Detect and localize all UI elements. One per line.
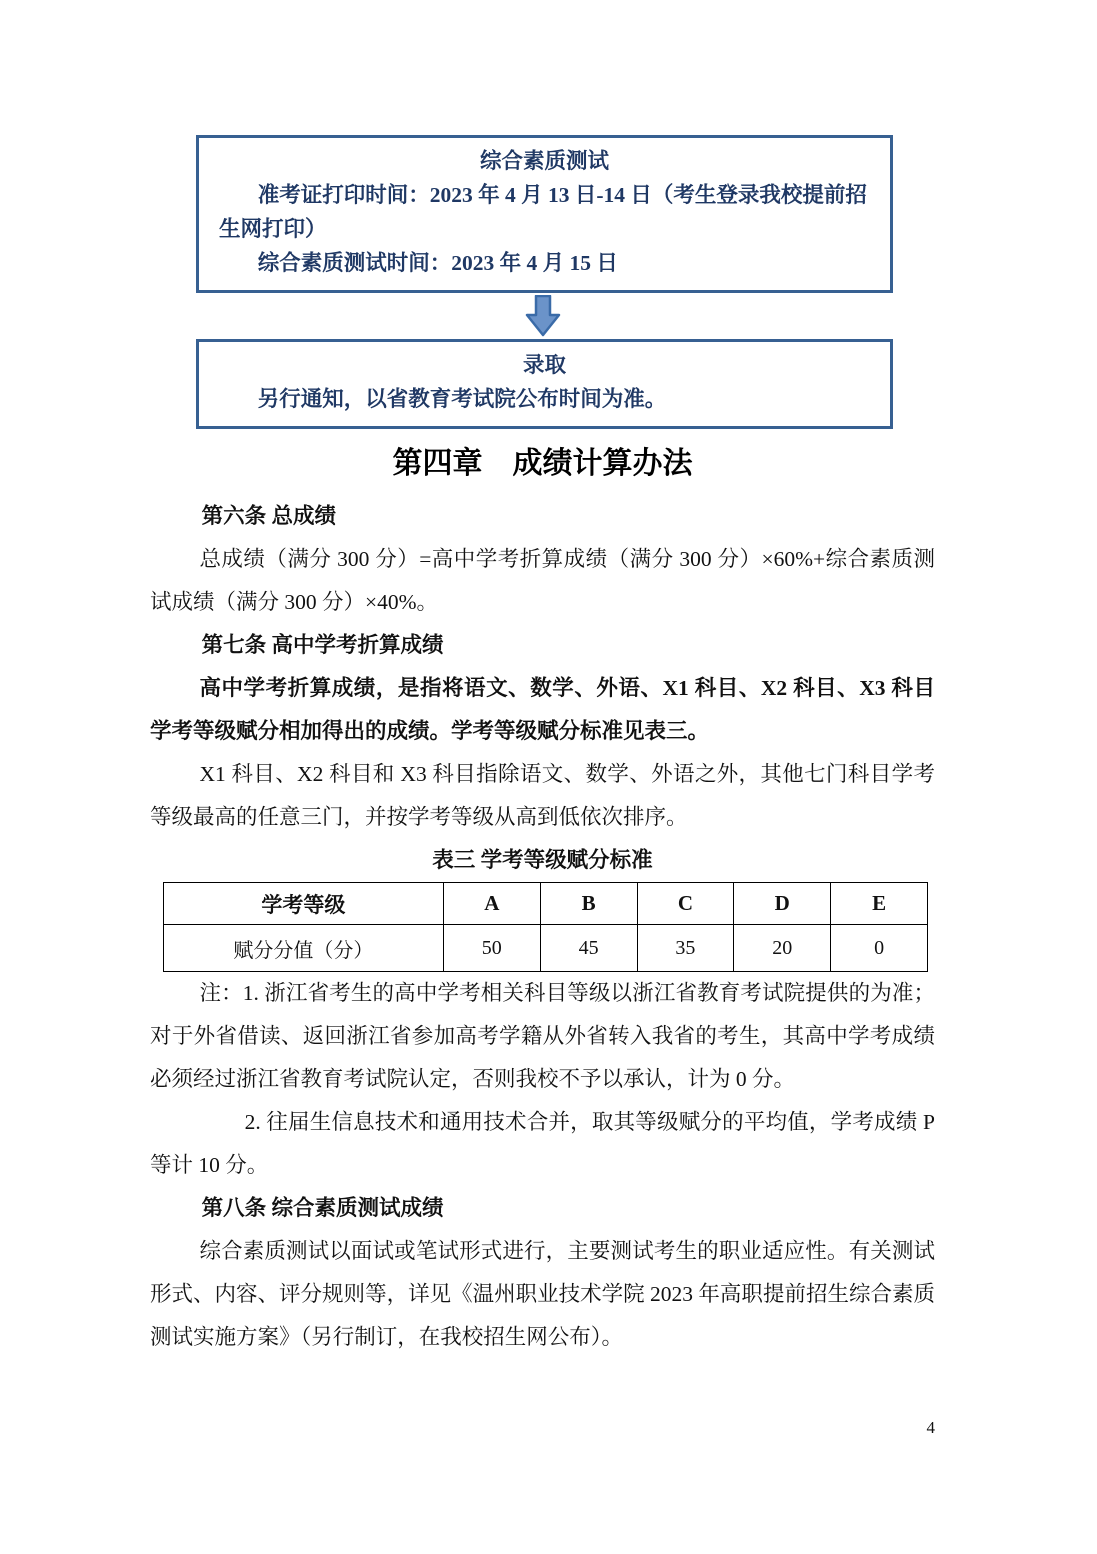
table-row	[164, 925, 928, 972]
page-number: 4	[926, 1418, 935, 1437]
header-cell-c: C	[637, 883, 734, 925]
chapter-title: 第四章 成绩计算办法	[392, 447, 693, 480]
article7-paragraph2: X1 科目、X2 科目和 X3 科目指除语文、数学、外语之外，其他七门科目学考等级最高的任意三门，并按学考等级从高到低依次排序。	[150, 762, 935, 829]
table-header-row	[164, 883, 928, 925]
test-box-title: 综合素质测试	[479, 149, 609, 173]
test-schedule-box	[196, 135, 893, 293]
article8-paragraph: 综合素质测试以面试或笔试形式进行，主要测试考生的职业适应性。有关测试形式、内容、评分规则等，详见《温州职业技术学院 2023 年高职提前招生综合素质测试实施方案》（另行制订，在我校招生网公布）。	[150, 1239, 935, 1349]
table3-title: 表三 学考等级赋分标准	[432, 848, 653, 872]
header-cell-a: A	[443, 883, 540, 925]
note-1: 注：1. 浙江省考生的高中学考相关科目等级以浙江省教育考试院提供的为准；对于外省借读、返回浙江省参加高考学籍从外省转入我省的考生，其高中学考成绩必须经过浙江省教育考试院认定，否则我校不予以承认，计为 0 分。	[150, 981, 935, 1091]
article7-heading: 第七条 高中学考折算成绩	[201, 633, 444, 657]
cell-row-label: 赋分分值（分）	[164, 925, 444, 972]
cell-value-a: 50	[443, 925, 540, 972]
down-arrow-icon	[524, 295, 562, 337]
header-cell-grade: 学考等级	[164, 883, 444, 925]
grade-conversion-table	[163, 882, 928, 972]
admission-box-line1: 另行通知，以省教育考试院公布时间为准。	[257, 387, 667, 411]
header-cell-e: E	[831, 883, 928, 925]
header-cell-b: B	[540, 883, 637, 925]
cell-value-b: 45	[540, 925, 637, 972]
article8-heading: 第八条 综合素质测试成绩	[201, 1196, 444, 1220]
flow-arrow-container	[150, 293, 935, 339]
test-box-line1: 准考证打印时间：2023 年 4 月 13 日-14 日（考生登录我校提前招生网打印）	[219, 183, 867, 241]
cell-value-c: 35	[637, 925, 734, 972]
cell-value-d: 20	[734, 925, 831, 972]
article7-paragraph-bold: 高中学考折算成绩，是指将语文、数学、外语、X1 科目、X2 科目、X3 科目学考等级赋分相加得出的成绩。学考等级赋分标准见表三。	[150, 676, 935, 743]
note-2: 2. 往届生信息技术和通用技术合并，取其等级赋分的平均值，学考成绩 P 等计 10 分。	[150, 1110, 935, 1177]
test-box-line2: 综合素质测试时间：2023 年 4 月 15 日	[257, 251, 618, 275]
admission-box-title: 录取	[522, 353, 566, 377]
header-cell-d: D	[734, 883, 831, 925]
article6-heading: 第六条 总成绩	[201, 504, 336, 528]
cell-value-e: 0	[831, 925, 928, 972]
admission-box	[196, 339, 893, 429]
article6-paragraph: 总成绩（满分 300 分）=高中学考折算成绩（满分 300 分）×60%+综合素质测试成绩（满分 300 分）×40%。	[150, 547, 935, 614]
